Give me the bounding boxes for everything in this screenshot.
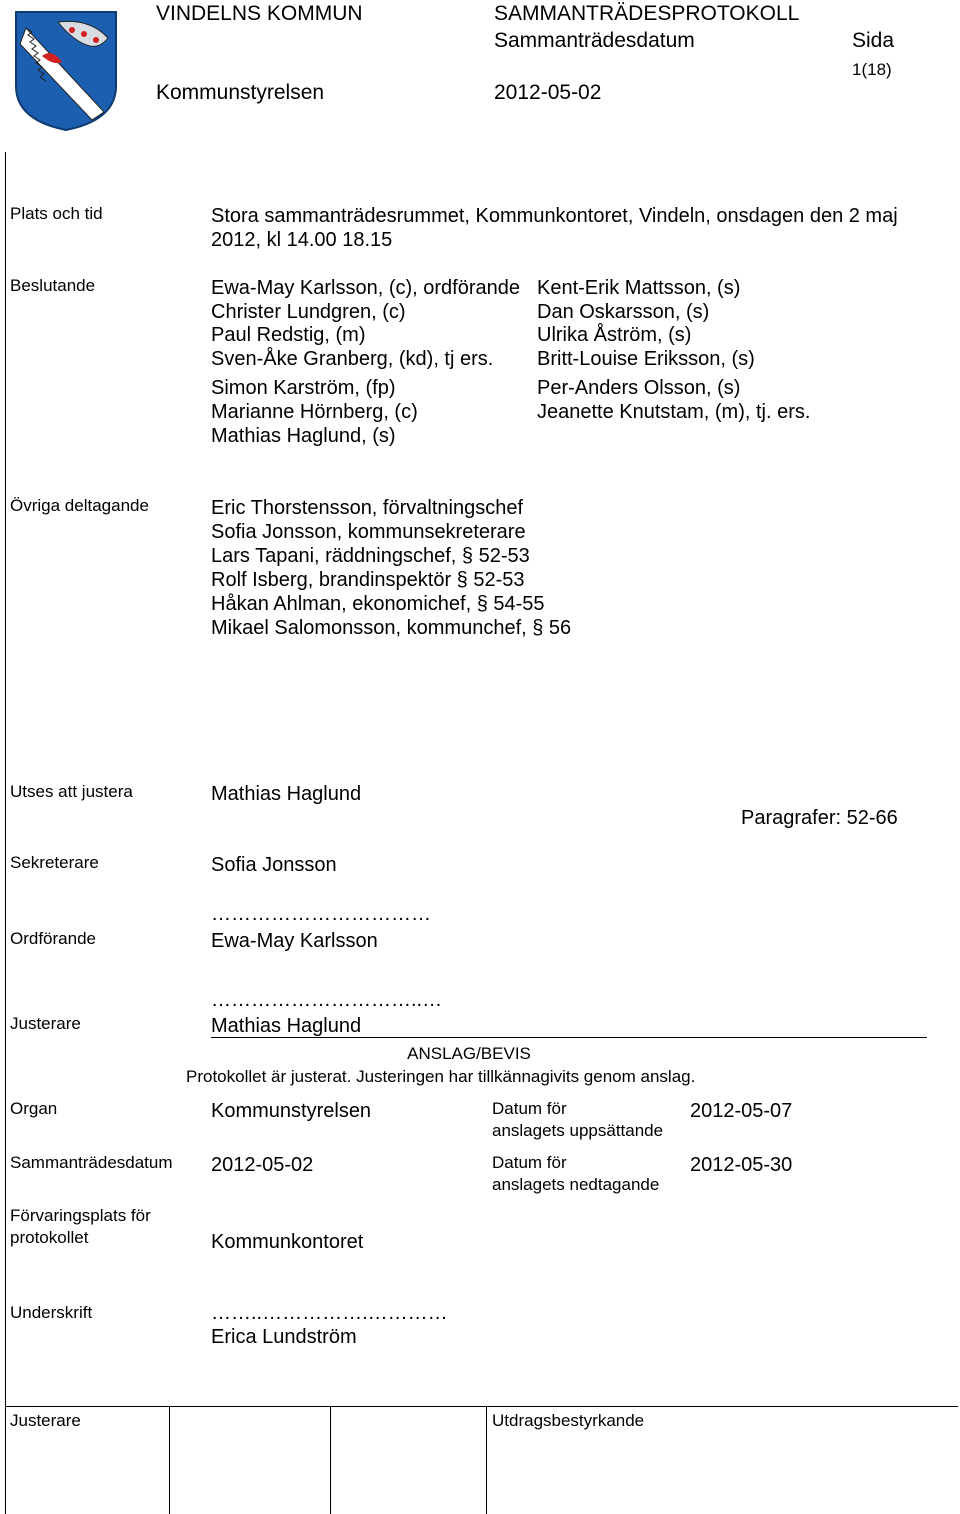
- ovriga-line-6: Mikael Salomonsson, kommunchef, § 56: [211, 617, 572, 639]
- beslutande-label: Beslutande: [10, 276, 96, 295]
- ordforande-value: Ewa-May Karlsson: [211, 930, 378, 952]
- ovriga-line-4: Rolf Isberg, brandinspektör § 52-53: [211, 569, 525, 591]
- sekreterare-label: Sekreterare: [10, 853, 99, 872]
- uppsattande-label-1: Datum för: [492, 1099, 567, 1118]
- footer-col-3-rule: [486, 1406, 487, 1514]
- nedtagande-label-2: anslagets nedtagande: [492, 1175, 660, 1194]
- nedtagande-value: 2012-05-30: [690, 1154, 793, 1176]
- beslutande-right-1: Kent-Erik Mattsson, (s): [537, 277, 741, 299]
- ordforande-label: Ordförande: [10, 929, 96, 948]
- beslutande-left-2: Christer Lundgren, (c): [211, 301, 406, 323]
- organ-value: Kommunstyrelsen: [211, 1100, 372, 1122]
- beslutande-right-2: Dan Oskarsson, (s): [537, 301, 710, 323]
- ovriga-line-1: Eric Thorstensson, förvaltningschef: [211, 497, 524, 519]
- forvaring-label-2: protokollet: [10, 1228, 89, 1247]
- plats-label: Plats och tid: [10, 204, 103, 223]
- beslutande-left-3: Paul Redstig, (m): [211, 324, 366, 346]
- ordforande-signature-line: ……………………………: [211, 903, 431, 925]
- beslutande-right-3: Ulrika Åström, (s): [537, 324, 692, 346]
- beslutande-left-4: Sven-Åke Granberg, (kd), tj ers.: [211, 348, 494, 370]
- beslutande-left-1: Ewa-May Karlsson, (c), ordförande: [211, 277, 521, 299]
- footer-justerare: Justerare: [10, 1411, 81, 1430]
- plats-line-1: Stora sammanträdesrummet, Kommunkontoret, Vindeln, onsdagen den 2 maj: [211, 205, 898, 227]
- sekreterare-value: Sofia Jonsson: [211, 854, 337, 876]
- page-label: Sida: [852, 29, 895, 52]
- ovriga-line-5: Håkan Ahlman, ekonomichef, § 54-55: [211, 593, 545, 615]
- forvaring-label-1: Förvaringsplats för: [10, 1206, 151, 1225]
- footer-utdragsbestyrkande: Utdragsbestyrkande: [492, 1411, 645, 1430]
- footer-col-1-rule: [169, 1406, 170, 1514]
- document-type: SAMMANTRÄDESPROTOKOLL: [494, 2, 800, 25]
- beslutande-right-6: Jeanette Knutstam, (m), tj. ers.: [537, 401, 811, 423]
- datum-label: Sammanträdesdatum: [10, 1153, 173, 1172]
- nedtagande-label-1: Datum för: [492, 1153, 567, 1172]
- plats-line-2: 2012, kl 14.00 18.15: [211, 229, 393, 251]
- justerare-value: Mathias Haglund: [211, 1015, 362, 1037]
- datum-value: 2012-05-02: [211, 1154, 314, 1176]
- ovriga-label: Övriga deltagande: [10, 496, 149, 515]
- underskrift-value: Erica Lundström: [211, 1326, 357, 1348]
- municipal-crest-logo: [12, 8, 120, 134]
- left-margin-rule: [5, 152, 6, 1514]
- anslag-divider: [211, 1037, 927, 1038]
- paragrafer: Paragrafer: 52-66: [741, 807, 898, 829]
- uppsattande-value: 2012-05-07: [690, 1100, 793, 1122]
- meeting-date-label: Sammanträdesdatum: [494, 29, 695, 52]
- municipality-name: VINDELNS KOMMUN: [156, 2, 363, 25]
- page-number: 1(18): [852, 60, 892, 79]
- organ-label: Organ: [10, 1099, 58, 1118]
- footer-col-2-rule: [330, 1406, 331, 1514]
- justerare-label: Justerare: [10, 1014, 81, 1033]
- uppsattande-label-2: anslagets uppsättande: [492, 1121, 664, 1140]
- beslutande-left-6: Marianne Hörnberg, (c): [211, 401, 418, 423]
- beslutande-right-4: Britt-Louise Eriksson, (s): [537, 348, 755, 370]
- forvaring-value: Kommunkontoret: [211, 1231, 364, 1253]
- body-name: Kommunstyrelsen: [156, 81, 325, 104]
- ovriga-line-2: Sofia Jonsson, kommunsekreterare: [211, 521, 526, 543]
- underskrift-label: Underskrift: [10, 1303, 93, 1322]
- underskrift-signature-line: ……..…………….…………: [211, 1302, 448, 1324]
- footer-top-rule: [5, 1406, 958, 1407]
- anslag-subtitle: Protokollet är justerat. Justeringen har tillkännagivits genom anslag.: [186, 1067, 696, 1086]
- justerare-signature-line: …………………………..…: [211, 989, 443, 1011]
- beslutande-left-5: Simon Karström, (fp): [211, 377, 396, 399]
- anslag-title: ANSLAG/BEVIS: [407, 1044, 531, 1063]
- utses-label: Utses att justera: [10, 782, 133, 801]
- ovriga-line-3: Lars Tapani, räddningschef, § 52-53: [211, 545, 530, 567]
- meeting-date: 2012-05-02: [494, 81, 602, 104]
- beslutande-right-5: Per-Anders Olsson, (s): [537, 377, 741, 399]
- beslutande-left-7: Mathias Haglund, (s): [211, 425, 396, 447]
- utses-value: Mathias Haglund: [211, 783, 362, 805]
